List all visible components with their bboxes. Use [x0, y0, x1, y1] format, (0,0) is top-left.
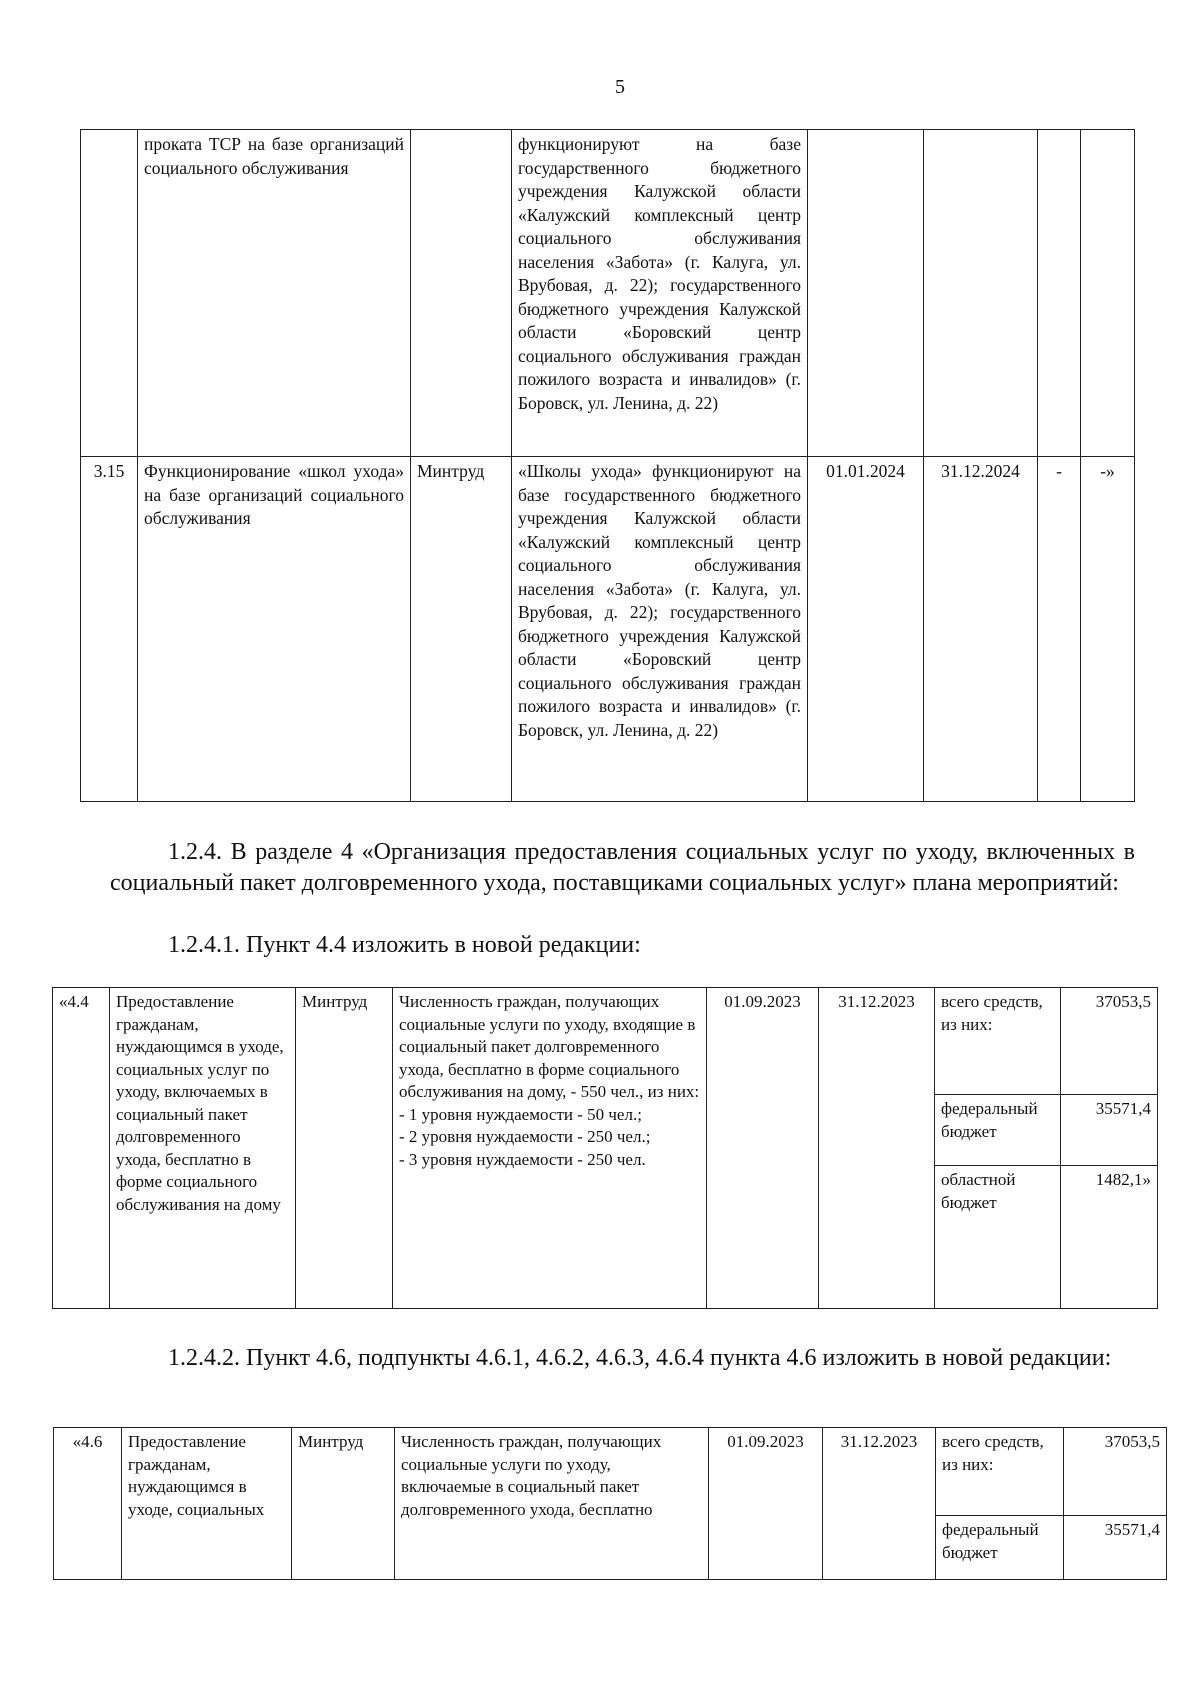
page-number: 5: [615, 76, 625, 98]
executor-cell: Минтруд: [296, 988, 393, 1309]
row-number-cell: «4.6: [54, 1428, 122, 1580]
measure-4-6-table: [53, 1427, 1167, 1580]
funding-value-cell: 35571,4: [1061, 1095, 1158, 1166]
end-date-cell: 31.12.2023: [823, 1428, 936, 1580]
col8-cell: [1038, 130, 1081, 457]
funding-label-cell: областной бюджет: [935, 1166, 1061, 1309]
start-date-cell: 01.09.2023: [709, 1428, 823, 1580]
result-cell: функционируют на базе государственного бюджетного учреждения Калужской области «Калужский комплексный центр социального обслуживания населения «Забота» (г. Калуга, ул. Врубовая, д. 22); государственного бюджетного учреждения Калужской области «Боровский центр социального обслуживания граждан пожилого возраста и инвалидов» (г. Боровск, ул. Ленина, д. 22): [512, 130, 808, 457]
row-number-cell: 3.15: [81, 457, 138, 802]
start-date-cell: 01.01.2024: [808, 457, 924, 802]
list-item: - 2 уровня нуждаемости - 250 чел.;: [399, 1127, 651, 1146]
executor-cell: [411, 130, 512, 457]
result-cell: [393, 988, 707, 1309]
paragraph-1-2-4-2: 1.2.4.2. Пункт 4.6, подпункты 4.6.1, 4.6.2, 4.6.3, 4.6.4 пункта 4.6 изложить в новой редакции:: [168, 1345, 1112, 1371]
paragraph-1-2-4: 1.2.4. В разделе 4 «Организация предоставления социальных услуг по уходу, включенных в социальный пакет долговременного ухода, поставщиками социальных услуг» плана мероприятий:: [110, 839, 1135, 896]
list-item: - 1 уровня нуждаемости - 50 чел.;: [399, 1104, 642, 1124]
paragraph-1-2-4-1: 1.2.4.1. Пункт 4.4 изложить в новой редакции:: [168, 932, 641, 958]
funding-label-cell: федеральный бюджет: [936, 1516, 1064, 1580]
table-row: [81, 457, 1135, 802]
end-date-cell: 31.12.2024: [924, 457, 1038, 802]
table-row: [81, 130, 1135, 457]
table-row: [53, 988, 1158, 1095]
col9-cell: -»: [1081, 457, 1135, 802]
measure-name-cell: Предоставление гражданам, нуждающимся в уходе, социальных: [122, 1428, 292, 1580]
table-row: [54, 1428, 1167, 1516]
funding-value-cell: 37053,5: [1064, 1428, 1167, 1516]
result-intro: Численность граждан, получающих социальные услуги по уходу, входящие в социальный пакет долговременного ухода, бесплатно в форме социального обслуживания на дому, - 550 чел., из них:: [399, 992, 700, 1101]
executor-cell: Минтруд: [292, 1428, 395, 1580]
measure-4-4-table: [52, 987, 1158, 1309]
measure-name-cell: Предоставление гражданам, нуждающимся в уходе, социальных услуг по уходу, включаемых в социальный пакет долговременного ухода, бесплатно в форме социального обслуживания на дому: [110, 988, 296, 1309]
col8-cell: -: [1038, 457, 1081, 802]
result-cell: Численность граждан, получающих социальные услуги по уходу, включаемые в социальный пакет долговременного ухода, бесплатно: [395, 1428, 709, 1580]
measure-name-cell: проката ТСР на базе организаций социального обслуживания: [138, 130, 411, 457]
start-date-cell: [808, 130, 924, 457]
list-item: - 3 уровня нуждаемости - 250 чел.: [399, 1149, 646, 1169]
col9-cell: [1081, 130, 1135, 457]
funding-value-cell: 37053,5: [1061, 988, 1158, 1095]
funding-label-cell: всего средств, из них:: [936, 1428, 1064, 1516]
end-date-cell: 31.12.2023: [819, 988, 935, 1309]
funding-value-cell: 35571,4: [1064, 1516, 1167, 1580]
measures-table-section-3: [80, 129, 1135, 802]
row-number-cell: [81, 130, 138, 457]
end-date-cell: [924, 130, 1038, 457]
funding-label-cell: всего средств, из них:: [935, 988, 1061, 1095]
result-cell: «Школы ухода» функционируют на базе государственного бюджетного учреждения Калужской области «Калужский комплексный центр социального обслуживания населения «Забота» (г. Калуга, ул. Врубовая, д. 22); государственного бюджетного учреждения Калужской области «Боровский центр социального обслуживания граждан пожилого возраста и инвалидов» (г. Боровск, ул. Ленина, д. 22): [512, 457, 808, 802]
measure-name-cell: Функционирование «школ ухода» на базе организаций социального обслуживания: [138, 457, 411, 802]
executor-cell: Минтруд: [411, 457, 512, 802]
funding-label-cell: федеральный бюджет: [935, 1095, 1061, 1166]
row-number-cell: «4.4: [53, 988, 110, 1309]
funding-value-cell: 1482,1»: [1061, 1166, 1158, 1309]
start-date-cell: 01.09.2023: [707, 988, 819, 1309]
result-list: [399, 1104, 700, 1172]
